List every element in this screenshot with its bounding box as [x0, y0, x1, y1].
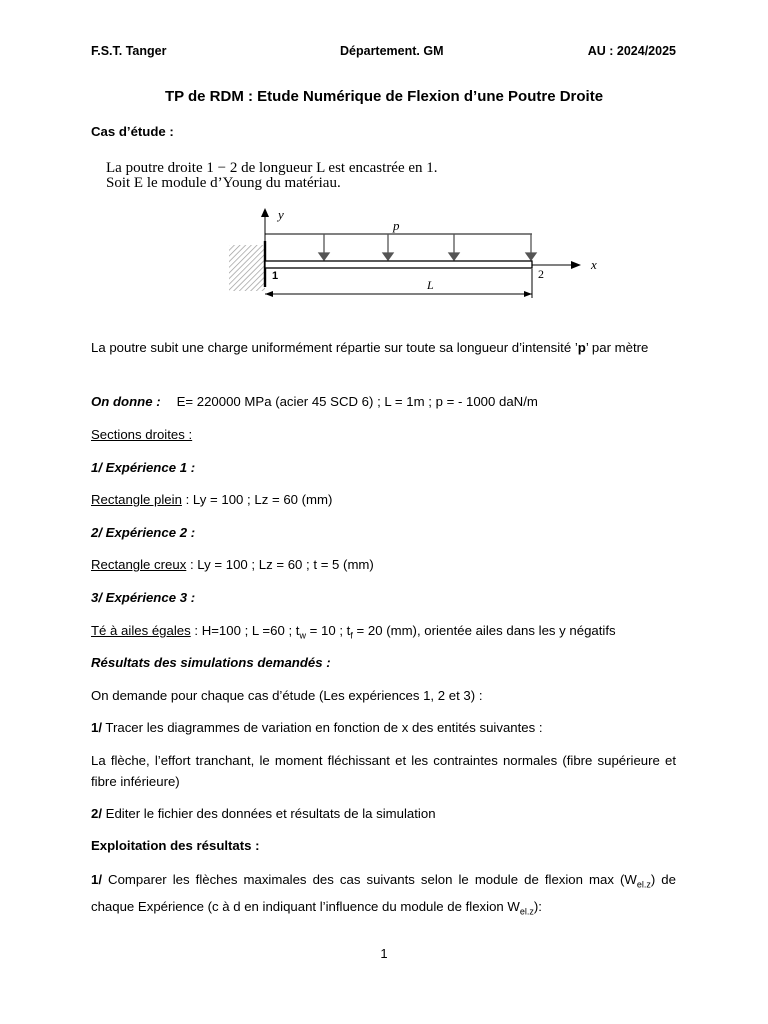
- x-axis-arrow: [571, 261, 581, 269]
- exp3-dims-a: : H=100 ; L =60 ; t: [190, 623, 300, 638]
- demand-text: On demande pour chaque cas d’étude (Les expériences 1, 2 et 3) :: [91, 688, 483, 703]
- load-text-a: La poutre subit une charge uniformément répartie sur toute sa longueur d’intensité ’: [91, 340, 578, 355]
- q1-num: 1/: [91, 720, 102, 735]
- exp1-line: [91, 489, 676, 510]
- exp1-dims: : Ly = 100 ; Lz = 60 (mm): [181, 492, 333, 507]
- exp2-dims: : Ly = 100 ; Lz = 60 ; t = 5 (mm): [186, 557, 374, 572]
- exp3-sub-f: f: [350, 630, 353, 641]
- exploit-label: Exploitation des résultats :: [91, 838, 260, 853]
- length-label: L: [427, 278, 434, 292]
- sections-label: Sections droites :: [91, 427, 193, 442]
- load-paragraph: [91, 337, 676, 358]
- y-axis-label: y: [278, 207, 284, 222]
- node-2-label: 2: [538, 267, 544, 281]
- y-axis-arrow: [261, 208, 269, 217]
- header-left: F.S.T. Tanger: [91, 44, 167, 58]
- load-text-b: ’ par mètre: [585, 340, 649, 355]
- e1-text-a: Comparer les flèches maximales des cas suivants selon le module de flexion max (W: [102, 872, 637, 887]
- case-label: Cas d’étude :: [91, 124, 174, 139]
- dimension-arrow-right: [524, 291, 532, 297]
- given-line: [91, 391, 676, 412]
- x-axis-label: x: [591, 257, 597, 272]
- page-title: TP de RDM : Etude Numérique de Flexion d’une Poutre Droite: [164, 88, 604, 105]
- exp3-dims-c: = 20 (mm), orientée ailes dans les y négatifs: [352, 623, 616, 638]
- exp2-title: 2/ Expérience 2 :: [91, 525, 196, 540]
- beam-figure: [225, 203, 615, 303]
- exp2-line: [91, 554, 676, 575]
- exp3-name: Té à ailes égales: [91, 623, 191, 638]
- entities-text: La flèche, l’effort tranchant, le moment fléchissant et les contraintes normales (fibre supérieure et fibre inférieure): [91, 753, 676, 789]
- figure-line-1: La poutre droite 1 − 2 de longueur L est encastrée en 1.: [106, 160, 438, 176]
- header-right: AU : 2024/2025: [587, 44, 676, 58]
- q1-text: Tracer les diagrammes de variation en fonction de x des entités suivantes :: [102, 720, 543, 735]
- fixed-support-hatch: [229, 245, 265, 291]
- beam: [265, 261, 532, 268]
- given-values: E= 220000 MPa (acier 45 SCD 6) ; L = 1m ; p = - 1000 daN/m: [176, 394, 538, 409]
- exp3-sub-w: w: [299, 630, 306, 641]
- e1-sub-b: el.z: [519, 906, 534, 917]
- q2-num: 2/: [91, 806, 102, 821]
- exp1-name: Rectangle plein: [91, 492, 182, 507]
- q2-text: Editer le fichier des données et résultats de la simulation: [102, 806, 436, 821]
- given-label: On donne :: [91, 394, 161, 409]
- q2-line: [91, 803, 676, 824]
- header-center: Département. GM: [340, 44, 444, 58]
- e1-text-c: ):: [533, 898, 542, 914]
- exp3-title: 3/ Expérience 3 :: [91, 590, 196, 605]
- load-text-p: p: [577, 340, 586, 355]
- dimension-arrow-left: [265, 291, 273, 297]
- exp1-title: 1/ Expérience 1 :: [91, 460, 196, 475]
- e1-num: 1/: [91, 872, 102, 887]
- exp2-name: Rectangle creux: [91, 557, 187, 572]
- page-number: 1: [380, 946, 388, 961]
- load-label: p: [393, 218, 400, 233]
- e1-sub-a: el.z: [636, 879, 651, 890]
- e1-paragraph: [91, 869, 676, 922]
- node-1-label: 1: [272, 270, 279, 282]
- results-label: Résultats des simulations demandés :: [91, 655, 331, 670]
- e1-text-b: ) de chaque Expérience (c à d en indiquant l’influence du module de flexion W: [91, 872, 676, 914]
- exp3-dims-b: = 10 ; t: [305, 623, 351, 638]
- load-arrows: [319, 234, 536, 260]
- exp3-line: [91, 620, 676, 647]
- q1-line: [91, 717, 676, 738]
- figure-line-2: Soit E le module d’Young du matériau.: [106, 175, 341, 191]
